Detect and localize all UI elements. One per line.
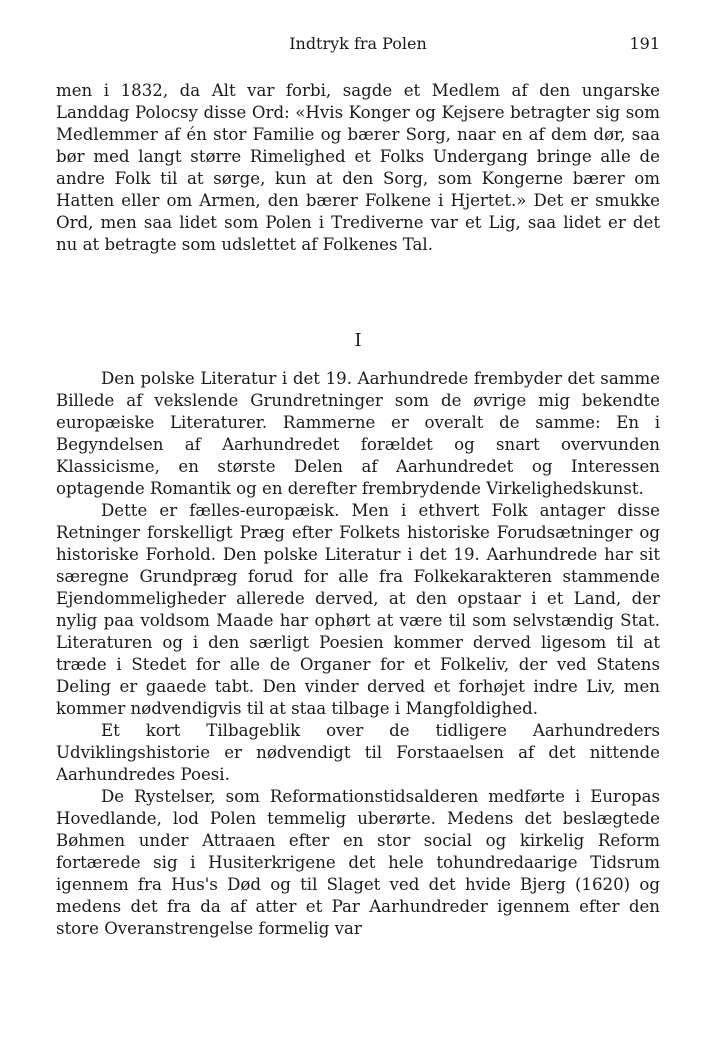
running-title: Indtryk fra Polen <box>289 34 427 53</box>
paragraph: Dette er fælles-europæisk. Men i ethvert Folk antager disse Retninger forskelligt Præg efter Folkets historiske Forudsætninger og historiske Forhold. Den polske Literatur i det 19. Aarhundrede har sit særegne Grundpræg forud for alle fra Folkekarakteren stammende Ejendommeligheder allerede derved, at den opstaar i et Land, der nylig paa voldsom Maade har ophørt at være til som selvstændig Stat. Literaturen og i den særligt Poesien kommer derved ligesom til at træde i Stedet for alle de Organer for et Folkeliv, der ved Statens Deling er gaaede tabt. Den vinder derved et forhøjet indre Liv, men kommer nødvendigvis til at staa tilbage i Mangfoldighed. <box>56 501 660 718</box>
page-number: 191 <box>629 34 660 53</box>
paragraph: Den polske Literatur i det 19. Aarhundrede frembyder det samme Billede af vekslende Grundretninger som de øvrige mig bekendte europæiske Literaturer. Rammerne er overalt de samme: En i Begyndelsen af Aarhundredet forældet og snart overvunden Klassicisme, en største Delen af Aarhundredet og Interessen optagende Romantik og en derefter frembrydende Virkelighedskunst. <box>56 369 660 498</box>
paragraph: De Rystelser, som Reformationstidsalderen medførte i Europas Hovedlande, lod Polen temmelig uberørte. Medens det beslægtede Bøhmen under Attraaen efter en stor social og kirkelig Reform fortærede sig i Husiterkrigene det hele tohundredaarige Tidsrum igennem fra Hus's Død og til Slaget ved det hvide Bjerg (1620) og medens det fra da af atter et Par Aarhundreder igennem efter den store Overanstrengelse formelig var <box>56 787 660 938</box>
continuation-text-block <box>56 80 660 256</box>
paragraph: Et kort Tilbageblik over de tidligere Aarhundreders Udviklingshistorie er nødvendigt til Forstaaelsen af det nittende Aarhundredes Poesi. <box>56 721 660 784</box>
page-header <box>56 34 660 58</box>
section-heading-numeral: I <box>354 330 362 351</box>
continuation-paragraph: men i 1832, da Alt var forbi, sagde et Medlem af den ungarske Landdag Polocsy disse Ord: «Hvis Konger og Kejsere betragter sig som Medlemmer af én stor Familie og bærer Sorg, naar en af dem dør, saa bør med langt større Rimelighed et Folks Undergang bringe alle de andre Folk til at sørge, kun at den Sorg, som Kongerne bærer om Hatten eller om Armen, den bærer Folkene i Hjertet.» Det er smukke Ord, men saa lidet som Polen i Trediverne var et Lig, saa lidet er det nu at betragte som udslettet af Folkenes Tal. <box>56 81 660 254</box>
section-body <box>56 368 660 940</box>
